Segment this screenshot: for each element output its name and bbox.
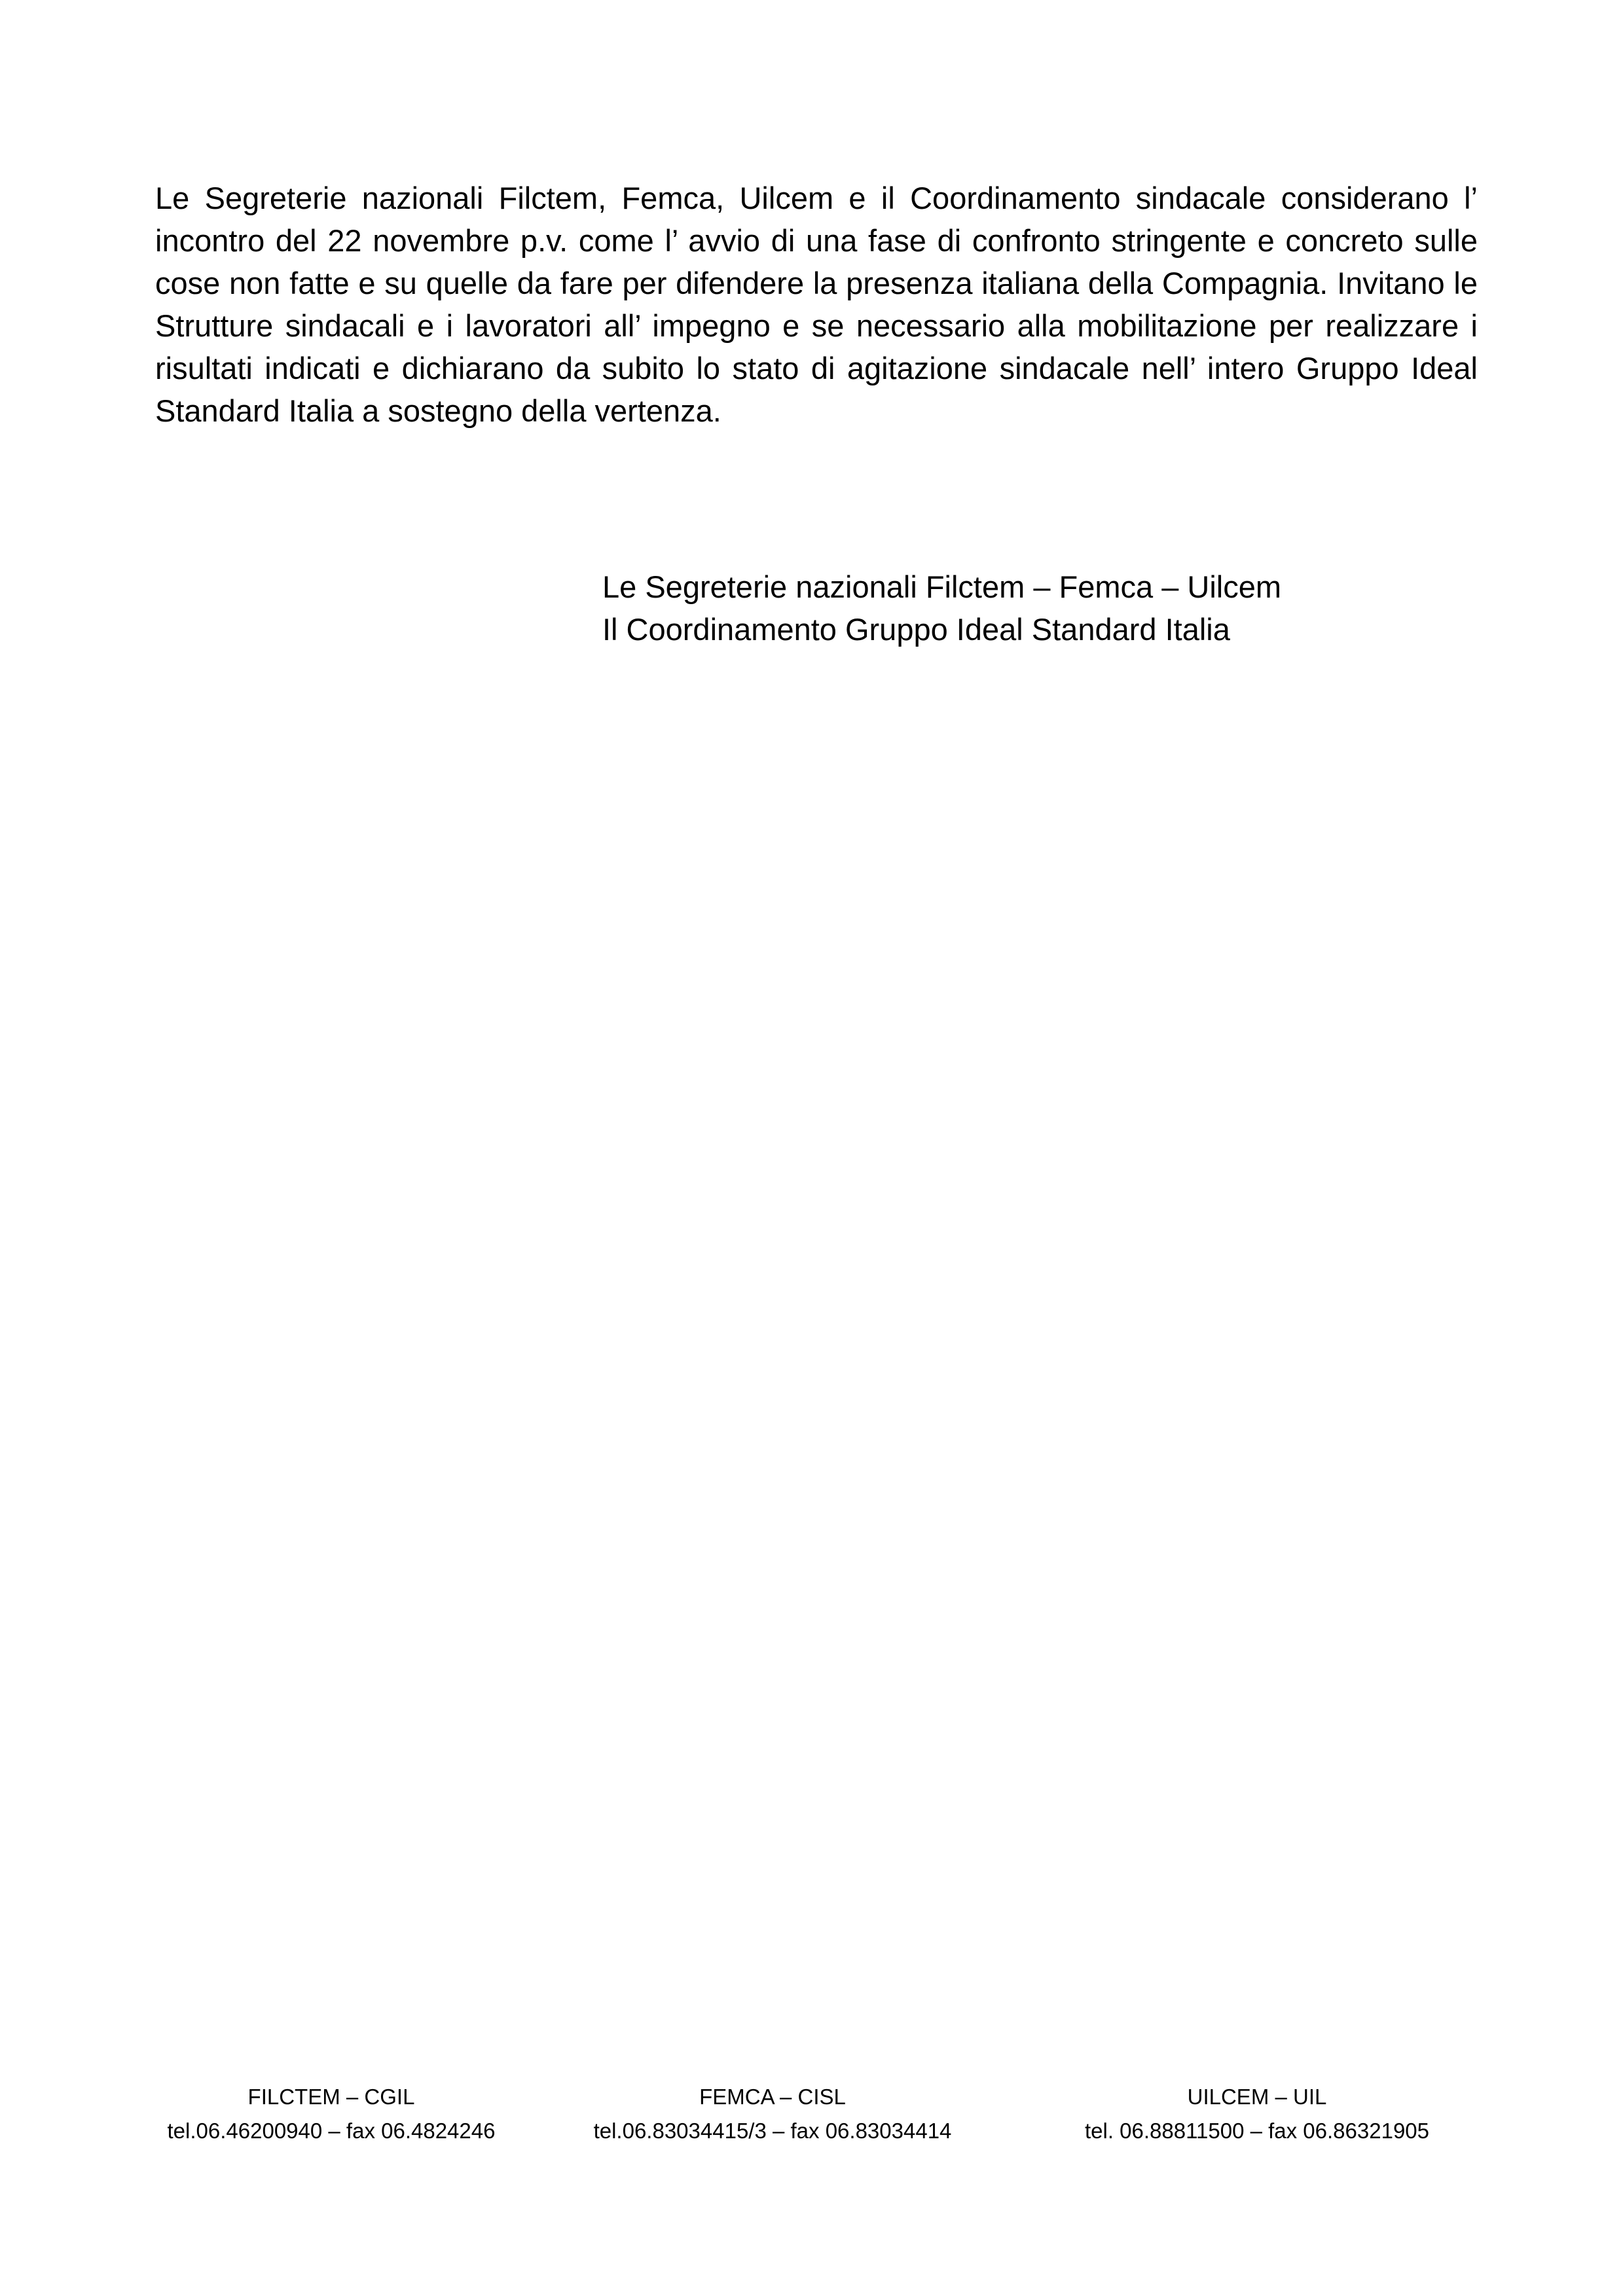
footer-union-contact: tel.06.83034415/3 – fax 06.83034414 [593,2119,952,2143]
footer-union-contact: tel.06.46200940 – fax 06.4824246 [167,2119,496,2143]
footer-union-femca [576,2080,969,2148]
footer [0,2080,1623,2159]
signature-line-secretariats: Le Segreterie nazionali Filctem – Femca – Uilcem [602,569,1282,604]
footer-union-filctem [155,2080,508,2148]
footer-union-name: FILCTEM – CGIL [247,2085,415,2109]
footer-union-name: UILCEM – UIL [1187,2085,1327,2109]
footer-union-name: FEMCA – CISL [699,2085,846,2109]
footer-union-uilcem [1067,2080,1447,2148]
signature-line-coordination: Il Coordinamento Gruppo Ideal Standard Italia [602,612,1230,647]
body-paragraph: Le Segreterie nazionali Filctem, Femca, Uilcem e il Coordinamento sindacale considerano l’ incontro del 22 novembre p.v. come l’ avvio di una fase di confronto stringente e concreto sulle cose non fatte e su quelle da fare per difendere la presenza italiana della Compagnia. Invitano le Strutture sindacali e i lavoratori all’ impegno e se necessario alla mobilitazione per realizzare i risultati indicati e dichiarano da subito lo stato di agitazione sindacale nell’ intero Gruppo Ideal Standard Italia a sostegno della vertenza. [155,181,1478,428]
footer-union-contact: tel. 06.88811500 – fax 06.86321905 [1084,2119,1430,2143]
signature-block [602,565,1281,651]
